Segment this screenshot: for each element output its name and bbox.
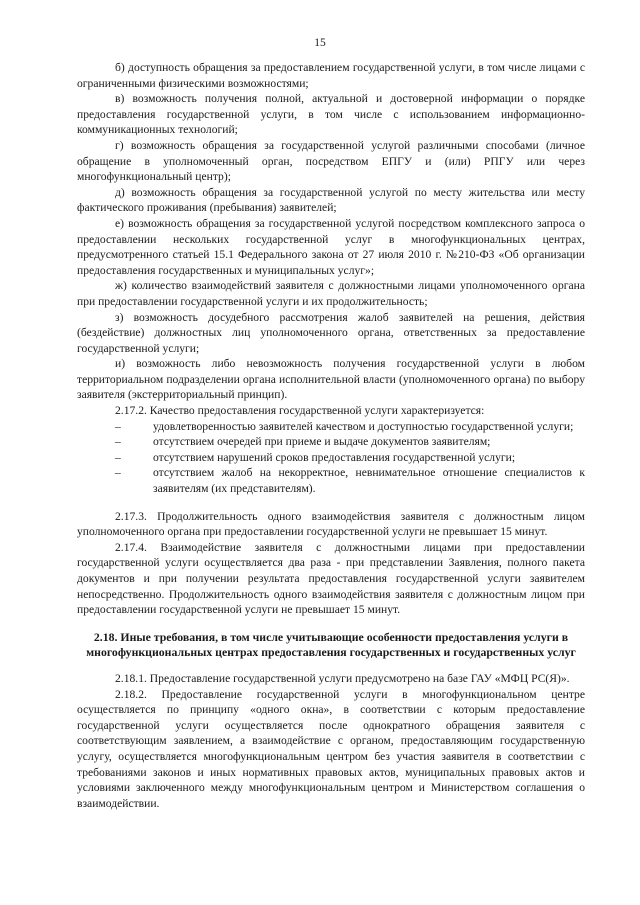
paragraph: и) возможность либо невозможность получения государственной услуги в любом территориальном подразделении органа исполнительной власти (уполномоченного органа) по выбору заявителя (экстерриториальный принцип).	[77, 357, 585, 402]
section-heading: 2.18. Иные требования, в том числе учитывающие особенности предоставления услуги в многофункциональных центрах предоставления государственных и государственных услуг	[86, 629, 576, 660]
list-item	[77, 465, 585, 496]
spacer	[77, 618, 585, 630]
list-item-text: удовлетворенностью заявителей качеством и доступностью государственной услуги;	[153, 419, 574, 433]
paragraph: е) возможность обращения за государственной услугой посредством комплексного запроса о предоставлении нескольких государственной услуг в многофункциональных центрах, предусмотренного статьей 15.1 Федерального закона от 27 июля 2010 г. №210-ФЗ «Об организации предоставления государственных и муниципальных услуг»;	[77, 216, 585, 277]
paragraph: д) возможность обращения за государственной услугой по месту жительства или месту фактического проживания (пребывания) заявителей;	[77, 185, 585, 215]
page-number: 15	[314, 37, 326, 49]
paragraph: 2.18.1. Предоставление государственной услуги предусмотрено на базе ГАУ «МФЦ РС(Я)».	[115, 671, 570, 685]
list-item-text: отсутствием жалоб на некорректное, невнимательное отношение специалистов к заявителям (их представителям).	[153, 466, 585, 496]
dash-marker: –	[115, 419, 121, 433]
paragraph: 2.17.4. Взаимодействие заявителя с должностными лицами при предоставлении государственной услуги осуществляется два раза - при представлении Заявления, полного пакета документов и при получении результата предоставления государственной услуги заявителем непосредственно. Продолжительность одного взаимодействия заявителя с должностным лицом при предоставлении государственной услуги не превышает 15 минут.	[77, 540, 585, 617]
paragraph: 2.17.2. Качество предоставления государственной услуги характеризуется:	[115, 404, 485, 418]
spacer	[77, 661, 585, 671]
list-item	[77, 450, 585, 466]
list-item	[77, 419, 585, 435]
paragraph: г) возможность обращения за государственной услугой различными способами (личное обращение в уполномоченный орган, посредством ЕПГУ и (или) РПГУ или через многофункциональный центр);	[77, 138, 585, 184]
dash-marker: –	[115, 435, 121, 449]
dash-marker: –	[115, 466, 121, 480]
paragraph: з) возможность досудебного рассмотрения жалоб заявителей на решения, действия (бездействие) должностных лиц уполномоченного органа, ответственных за предоставление государственной услуги;	[77, 310, 585, 355]
paragraph: 2.17.3. Продолжительность одного взаимодействия заявителя с должностным лицом уполномоченного органа при предоставлении государственной услуги не превышает 15 минут.	[77, 509, 585, 539]
paragraph: 2.18.2. Предоставление государственной услуги в многофункциональном центре осуществляется по принципу «одного окна», в соответствии с которым предоставление государственной услуги осуществляется после однократного обращения заявителя с соответствующим заявлением, а взаимодействие с органом, предоставляющим государственную услугу, осуществляется многофункциональным центром без участия заявителя в соответствии с требованиями законов и иных нормативных правовых актов, муниципальных правовых актов и условиями заключенного между многофункциональным центром и Министерством соглашения о взаимодействии.	[77, 687, 585, 810]
list-item-text: отсутствием очередей при приеме и выдаче документов заявителям;	[153, 435, 491, 449]
paragraph: б) доступность обращения за предоставлением государственной услуги, в том числе лицами с ограниченными физическими возможностями;	[77, 61, 585, 90]
list-item-text: отсутствием нарушений сроков предоставления государственной услуги;	[153, 450, 516, 464]
list-item	[77, 434, 585, 450]
dash-marker: –	[115, 450, 121, 464]
body-text	[77, 60, 585, 811]
spacer	[77, 497, 585, 509]
paragraph: в) возможность получения полной, актуальной и достоверной информации о порядке предоставления государственной услуги, в том числе с использованием информационно-коммуникационных технологий;	[77, 92, 585, 137]
paragraph: ж) количество взаимодействий заявителя с должностными лицами уполномоченного органа при предоставлении государственной услуги и их продолжительность;	[77, 279, 585, 308]
